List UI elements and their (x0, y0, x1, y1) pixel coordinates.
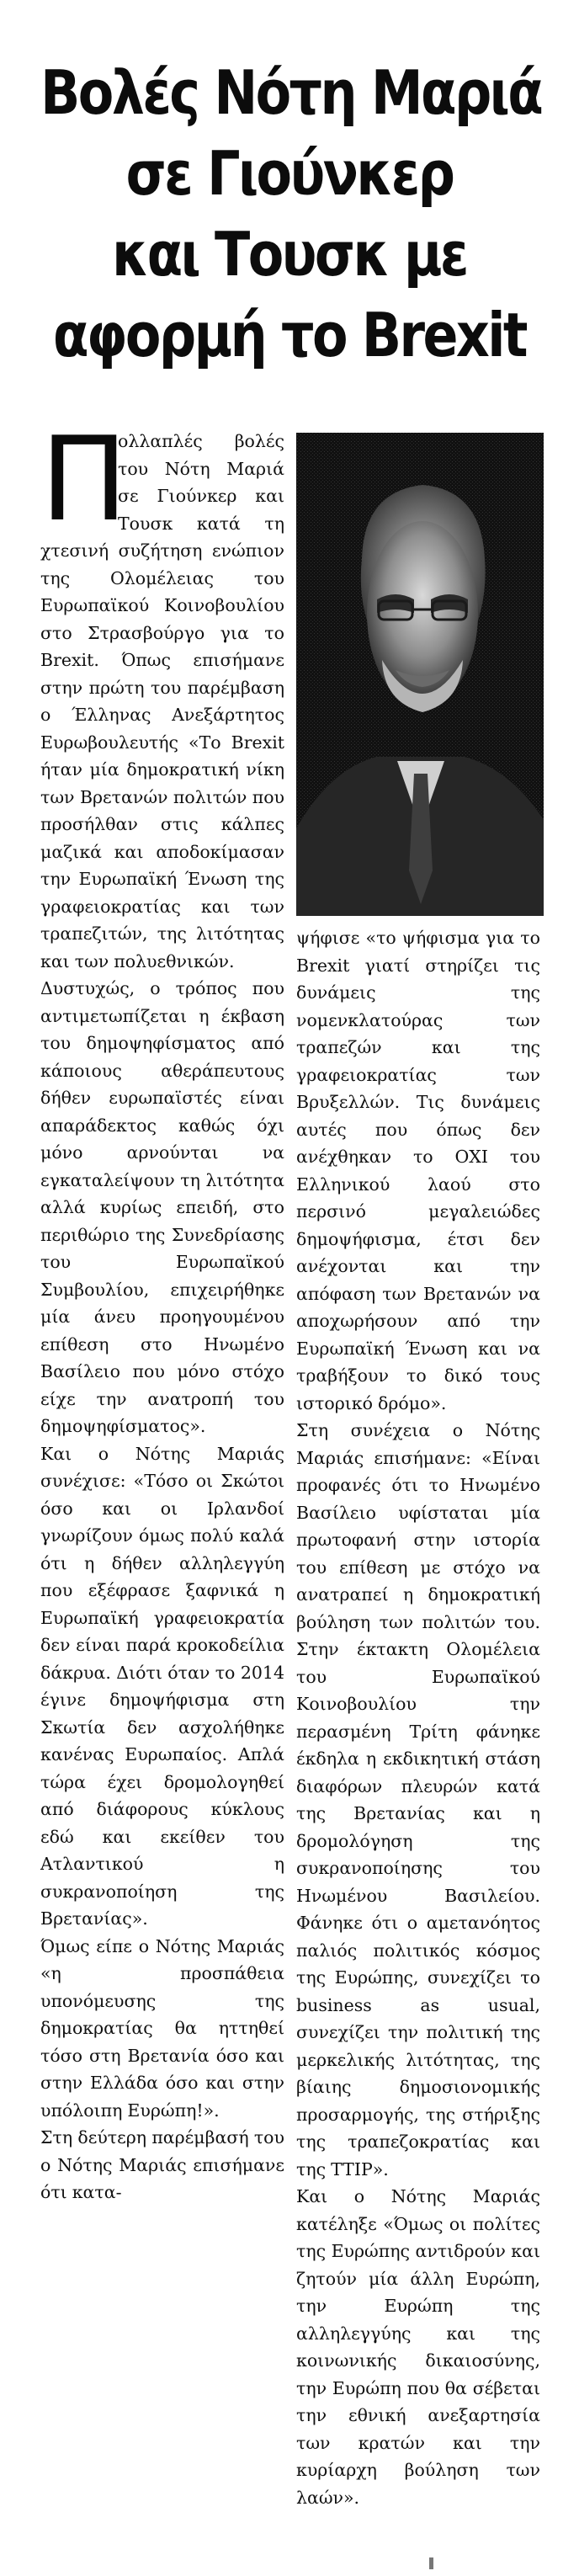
article-paragraph: Και ο Νότης Μαριάς κατέληξε «Όμως οι πολίτες της Ευρώπης αντιδρούν και ζητούν μία άλλη Ευρώπη, την Ευρώπη της αλληλεγγύης και της κοινωνικής δικαιοσύνης, την Ευρώπη που θα σέβεται την εθνική ανεξαρτησία των κρατών και την κυρίαρχη βούληση των λαών». (296, 2186, 540, 2508)
article-paragraph: Όμως είπε ο Νότης Μαριάς «η προσπάθεια υπονόμευσης της δημοκρατίας θα ηττηθεί τόσο στη Βρετανία όσο και στην Ελλάδα όσο και στην υπόλοιπη Ευρώπη!». (40, 1935, 284, 2121)
article-column-right (296, 924, 540, 2511)
article-paragraph (40, 412, 284, 975)
headline-line: και Τουσκ με (112, 219, 467, 290)
headline-line: Βολές Νότη Μαριά (40, 57, 542, 129)
article-paragraph: Και ο Νότης Μαριάς συνέχισε: «Τόσο οι Σκώτοι όσο και οι Ιρλανδοί γνωρίζουν όμως πολύ καλά ότι η δήθεν αλληλεγγύη που εξέφρασε ξαφνικά η Ευρωπαϊκή γραφειοκρατία δεν είναι παρά κροκοδείλια δάκρυα. Διότι όταν το 2014 έγινε δημοψήφισμα στη Σκωτία δεν ασχολήθηκε κανένας Ευρωπαίος. Απλά τώρα έχει δρομολογηθεί από διάφορους κύκλους εδώ και εκείθεν του Ατλαντικού η συκρανοποίηση της Βρετανίας». (40, 1443, 284, 1929)
article-paragraph: Στη συνέχεια ο Νότης Μαριάς επισήμανε: «Είναι προφανές ότι το Ηνωμένο Βασίλειο υφίσταται μία πρωτοφανή στην ιστορία του επίθεση με στόχο να ανατραπεί η δημοκρατική βούληση των πολιτών του. Στην έκτακτη Ολομέλεια του Ευρωπαϊκού Κοινοβουλίου την περασμένη Τρίτη φάνηκε έκδηλα η εκδικητική στάση διαφόρων πλευρών κατά της Βρετανίας και η δρομολόγηση της συκρανοποίησης του Ηνωμένου Βασιλείου. Φάνηκε ότι ο αμετανόητος παλιός πολιτικός κόσμος της Ευρώπης, συνεχίζει το business as usual, συνεχίζει την πολιτική της μερκελικής λιτότητας, της βίαιης δημοσιονομικής προσαρμογής, της στήριξης της τραπεζοκρατίας και της TTIP». (296, 1420, 540, 2179)
article-headline (40, 52, 542, 375)
crop-mark (429, 2557, 433, 2569)
article-column-left (40, 412, 284, 2206)
headline-line: αφορμή το Brexit (53, 300, 526, 371)
article-paragraph: Δυστυχώς, ο τρόπος που αντιμετωπίζεται η έκβαση του δημοψηφίσματος από κάποιους αθεράπευτους δήθεν ευρωπαϊστές είναι απαράδεκτος καθώς όχι μόνο αρνούνται να εγκαταλείψουν τη λιτότητα αλλά κυρίως επειδή, στο περιθώριο της Συνεδρίασης του Ευρωπαϊκού Συμβουλίου, επιχειρήθηκε μία άνευ προηγουμένου επίθεση στο Ηνωμένο Βασίλειο που μόνο στόχο είχε την ανατροπή του δημοψηφίσματος». (40, 978, 284, 1436)
headline-line: σε Γιούνκερ (125, 138, 454, 210)
portrait-illustration (296, 433, 544, 916)
paragraph-text: ολλαπλές βολές του Νότη Μαριά σε Γιούνκερ και Τουσκ κατά τη χτεσινή συζήτηση ενώπιον της Ολομέλειας του Ευρωπαϊκού Κοινοβουλίου στο Στρασβούργο για το Brexit. Όπως επισήμανε στην πρώτη του παρέμβαση ο Έλληνας Ανεξάρτητος Ευρωβουλευτής «Το Brexit ήταν μία δημοκρατική νίκη των Βρετανών πολιτών που προσήλθαν στις κάλπες μαζικά και αποδοκίμασαν την Ευρωπαϊκή Ένωση της γραφειοκρατίας και των τραπεζιτών, της λιτότητας και των πολυεθνικών. (40, 431, 284, 971)
article-paragraph: ψήφισε «το ψήφισμα για το Brexit γιατί στηρίζει τις δυνάμεις της νομενκλατούρας των τραπεζών και της γραφειοκρατίας των Βρυξελλών. Τις δυνάμεις αυτές που όπως δεν ανέχθηκαν το ΟΧΙ του Ελληνικού λαού στο περσινό μεγαλειώδες δημοψήφισμα, έτσι δεν ανέχονται και την απόφαση των Βρετανών να αποχωρήσουν από την Ευρωπαϊκή Ένωση και να τραβήξουν το δικό τους ιστορικό δρόμο». (296, 928, 540, 1413)
article-paragraph: Στη δεύτερη παρέμβασή του ο Νότης Μαριάς επισήμανε ότι κατα- (40, 2127, 284, 2202)
drop-cap: Π (40, 412, 128, 547)
author-portrait-photo (296, 433, 544, 916)
